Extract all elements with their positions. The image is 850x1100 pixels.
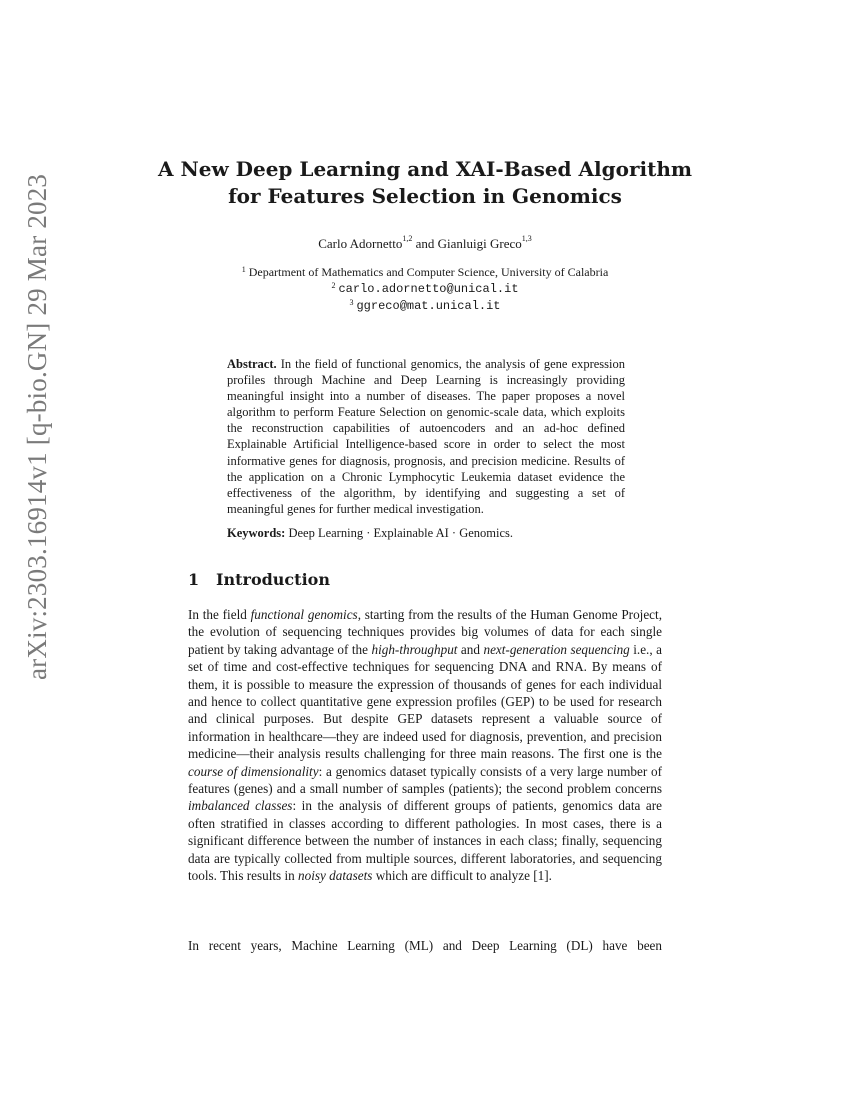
text-run: and	[457, 641, 484, 657]
keywords-label: Keywords:	[227, 526, 286, 540]
italic-term: functional genomics	[250, 607, 358, 622]
arxiv-identifier: arXiv:2303.16914v1 [q-bio.GN] 29 Mar 2023	[22, 173, 52, 680]
section-title: Introduction	[216, 570, 330, 589]
italic-term: course of dimensionality	[188, 763, 319, 779]
author-affil-marker: 1,2	[402, 234, 413, 243]
affiliations	[150, 264, 700, 314]
author-affil-marker: 1,3	[521, 234, 532, 243]
keywords-text: Deep Learning · Explainable AI · Genomics.	[288, 526, 514, 540]
section-number: 1	[188, 570, 200, 589]
italic-term: high-throughput	[371, 641, 458, 657]
text-run: which are difficult to analyze [1].	[372, 868, 552, 884]
text-run: : a genomics dataset typically consists of a very large number of features (genes) and a small number of samples (patients); the second problem concerns	[188, 763, 662, 797]
author-separator: and	[412, 236, 438, 251]
author-name: Gianluigi Greco	[437, 236, 522, 251]
italic-term: imbalanced classes	[188, 798, 293, 814]
affiliation-line	[150, 264, 700, 280]
text-run: , starting from the results of the Human Genome Project, the evolution of sequencing techniques provides big volumes of data for each single patient by taking advantage of the	[188, 607, 662, 657]
italic-term: noisy datasets	[298, 868, 373, 884]
abstract-label: Abstract.	[227, 357, 277, 371]
author-list	[150, 236, 700, 252]
affiliation-line	[150, 280, 700, 297]
affiliation-line	[150, 297, 700, 314]
affil-marker: 2	[331, 281, 336, 290]
text-run: In the field	[188, 607, 251, 622]
paper-title	[150, 156, 700, 210]
body-paragraph	[188, 606, 662, 885]
title-line-2: for Features Selection in Genomics	[228, 184, 622, 208]
body-paragraph: In recent years, Machine Learning (ML) and Deep Learning (DL) have been	[188, 938, 662, 953]
author-email: carlo.adornetto@unical.it	[338, 282, 519, 296]
text-run: i.e., a set of time and cost-effective techniques for sequencing DNA and RNA. By means of them, it is possible to measure the expression of thousands of genes for each individual and hence to collect quantitative gene expression profiles (GEP) to be used for research and clinical purposes. But despite GEP datasets represent a valuable source of information in healthcare—they are indeed used for diagnosis, prevention, and precision medicine—their analysis results challenging for three main reasons. The first one is the	[188, 641, 662, 762]
abstract	[227, 356, 625, 517]
author-email: ggreco@mat.unical.it	[356, 299, 501, 313]
title-line-1: A New Deep Learning and XAI-Based Algorithm	[157, 157, 693, 181]
keywords	[227, 526, 625, 541]
abstract-text: In the field of functional genomics, the analysis of gene expression profiles through Machine and Deep Learning is increasingly providing meaningful insight into a number of diseases. The paper proposes a novel algorithm to perform Feature Selection on genomic-scale data, which exploits the reconstruction capabilities of autoencoders and an ad-hoc defined Explainable Artificial Intelligence-based score in order to select the most informative genes for diagnosis, prognosis, and precision medicine. Results of the application on a Chronic Lymphocytic Leukemia dataset evidence the effectiveness of the algorithm, by identifying and suggesting a set of meaningful genes for further medical investigation.	[227, 357, 625, 516]
affil-marker: 3	[349, 298, 354, 307]
section-heading	[188, 570, 330, 589]
affiliation-institution: Department of Mathematics and Computer Science, University of Calabria	[248, 265, 609, 279]
italic-term: next-generation sequencing	[483, 641, 630, 657]
affil-marker: 1	[241, 265, 246, 274]
text-run: : in the analysis of different groups of patients, genomics data are often stratified in classes according to different pathologies. In most cases, there is a significant difference between the number of instances in each class; finally, sequencing data are typically collected from multiple sources, different laboratories, and sequencing tools. This results in	[188, 798, 663, 884]
author-name: Carlo Adornetto	[318, 236, 403, 251]
